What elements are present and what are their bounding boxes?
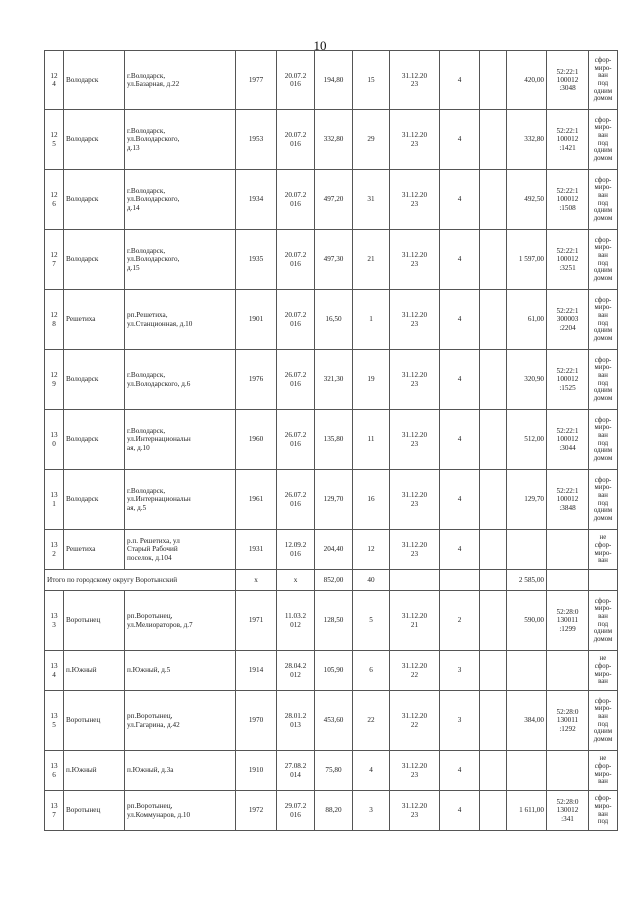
residents-cell: 1 <box>353 290 390 350</box>
settlement-cell: Володарск <box>64 110 125 170</box>
table-row <box>45 691 618 751</box>
year-built-cell: 1901 <box>236 290 277 350</box>
settlement-cell: Володарск <box>64 170 125 230</box>
settlement-cell: Володарск <box>64 51 125 110</box>
phase-cell: 4 <box>440 290 480 350</box>
sum-cell: 320,90 <box>507 350 547 410</box>
status-cell: сфор- миро- ван под <box>589 791 618 831</box>
table-row <box>45 530 618 570</box>
status-cell: не сфор- миро- ван <box>589 751 618 791</box>
table-row <box>45 110 618 170</box>
settlement-cell: Володарск <box>64 230 125 290</box>
sum-cell: 1 611,00 <box>507 791 547 831</box>
cadastral-number-cell: 52:28:0 130011 :1299 <box>547 591 589 651</box>
phase-cell: 4 <box>440 791 480 831</box>
address-cell: г.Володарск, ул.Володарского, д.14 <box>125 170 236 230</box>
table-row <box>45 290 618 350</box>
total-empty-cell <box>547 570 589 591</box>
housing-registry-table <box>44 50 618 831</box>
settlement-cell: Решетиха <box>64 290 125 350</box>
address-cell: рп.Воротынец, ул.Коммунаров, д.10 <box>125 791 236 831</box>
row-number: 12 5 <box>45 110 64 170</box>
settlement-cell: Воротынец <box>64 791 125 831</box>
row-number: 12 7 <box>45 230 64 290</box>
row-number: 13 3 <box>45 591 64 651</box>
area-cell: 321,30 <box>315 350 353 410</box>
extra-cell <box>480 350 507 410</box>
deadline-cell: 31.12.20 23 <box>390 290 440 350</box>
date-cell: 28.01.2 013 <box>277 691 315 751</box>
extra-cell <box>480 410 507 470</box>
date-cell: 26.07.2 016 <box>277 350 315 410</box>
row-number: 12 6 <box>45 170 64 230</box>
sum-cell: 129,70 <box>507 470 547 530</box>
address-cell: г.Володарск, ул.Интернациональн ая, д.10 <box>125 410 236 470</box>
date-cell: 29.07.2 016 <box>277 791 315 831</box>
address-cell: рп.Воротынец, ул.Мелиораторов, д.7 <box>125 591 236 651</box>
residents-cell: 29 <box>353 110 390 170</box>
area-cell: 204,40 <box>315 530 353 570</box>
status-cell: сфор- миро- ван под одним домом <box>589 170 618 230</box>
table-row <box>45 170 618 230</box>
residents-cell: 4 <box>353 751 390 791</box>
row-number: 13 2 <box>45 530 64 570</box>
sum-cell: 512,00 <box>507 410 547 470</box>
row-number: 12 8 <box>45 290 64 350</box>
phase-cell: 4 <box>440 350 480 410</box>
date-cell: 12.09.2 016 <box>277 530 315 570</box>
sum-cell: 384,00 <box>507 691 547 751</box>
date-cell: 26.07.2 016 <box>277 410 315 470</box>
residents-cell: 22 <box>353 691 390 751</box>
extra-cell <box>480 651 507 691</box>
date-cell: 20.07.2 016 <box>277 110 315 170</box>
year-built-cell: 1935 <box>236 230 277 290</box>
phase-cell: 4 <box>440 530 480 570</box>
area-cell: 105,90 <box>315 651 353 691</box>
address-cell: г.Володарск, ул.Володарского, д.6 <box>125 350 236 410</box>
row-number: 13 1 <box>45 470 64 530</box>
cadastral-number-cell: 52:28:0 130011 :1292 <box>547 691 589 751</box>
sum-cell: 590,00 <box>507 591 547 651</box>
extra-cell <box>480 530 507 570</box>
cadastral-number-cell: 52:22:1 100012 :3048 <box>547 51 589 110</box>
residents-cell: 21 <box>353 230 390 290</box>
settlement-cell: Решетиха <box>64 530 125 570</box>
status-cell: сфор- миро- ван под одним домом <box>589 290 618 350</box>
row-number: 12 9 <box>45 350 64 410</box>
deadline-cell: 31.12.20 22 <box>390 651 440 691</box>
residents-cell: 6 <box>353 651 390 691</box>
status-cell: сфор- миро- ван под одним домом <box>589 470 618 530</box>
table-row <box>45 470 618 530</box>
date-cell: 11.03.2 012 <box>277 591 315 651</box>
cadastral-number-cell <box>547 530 589 570</box>
cadastral-number-cell: 52:22:1 100012 :1525 <box>547 350 589 410</box>
cadastral-number-cell: 52:22:1 100012 :3848 <box>547 470 589 530</box>
area-cell: 497,30 <box>315 230 353 290</box>
phase-cell: 4 <box>440 470 480 530</box>
address-cell: рп.Воротынец, ул.Гагарина, д.42 <box>125 691 236 751</box>
status-cell: сфор- миро- ван под одним домом <box>589 51 618 110</box>
settlement-cell: Володарск <box>64 410 125 470</box>
total-area-cell: 852,00 <box>315 570 353 591</box>
phase-cell: 3 <box>440 691 480 751</box>
year-built-cell: 1910 <box>236 751 277 791</box>
extra-cell <box>480 591 507 651</box>
settlement-cell: Воротынец <box>64 591 125 651</box>
residents-cell: 5 <box>353 591 390 651</box>
address-cell: р.п. Решетиха, ул Старый Рабочий поселок, д.104 <box>125 530 236 570</box>
deadline-cell: 31.12.20 23 <box>390 410 440 470</box>
row-number: 13 0 <box>45 410 64 470</box>
date-cell: 27.08.2 014 <box>277 751 315 791</box>
settlement-cell: Володарск <box>64 350 125 410</box>
address-cell: п.Южный, д.3а <box>125 751 236 791</box>
status-cell: сфор- миро- ван под одним домом <box>589 691 618 751</box>
cadastral-number-cell: 52:22:1 300003 :2204 <box>547 290 589 350</box>
address-cell: г.Володарск, ул.Базарная, д.22 <box>125 51 236 110</box>
phase-cell: 4 <box>440 751 480 791</box>
table-row <box>45 350 618 410</box>
cadastral-number-cell <box>547 751 589 791</box>
address-cell: п.Южный, д.5 <box>125 651 236 691</box>
cadastral-number-cell <box>547 651 589 691</box>
year-built-cell: 1961 <box>236 470 277 530</box>
deadline-cell: 31.12.20 23 <box>390 51 440 110</box>
year-built-cell: 1970 <box>236 691 277 751</box>
year-built-cell: 1976 <box>236 350 277 410</box>
deadline-cell: 31.12.20 21 <box>390 591 440 651</box>
cadastral-number-cell: 52:22:1 100012 :3044 <box>547 410 589 470</box>
residents-cell: 19 <box>353 350 390 410</box>
deadline-cell: 31.12.20 22 <box>390 691 440 751</box>
date-cell: 20.07.2 016 <box>277 230 315 290</box>
year-built-cell: 1934 <box>236 170 277 230</box>
extra-cell <box>480 51 507 110</box>
deadline-cell: 31.12.20 23 <box>390 791 440 831</box>
phase-cell: 3 <box>440 651 480 691</box>
extra-cell <box>480 791 507 831</box>
area-cell: 497,20 <box>315 170 353 230</box>
residents-cell: 15 <box>353 51 390 110</box>
sum-cell: 332,80 <box>507 110 547 170</box>
row-number: 12 4 <box>45 51 64 110</box>
address-cell: рп.Решетиха, ул.Станционная, д.10 <box>125 290 236 350</box>
date-cell: 20.07.2 016 <box>277 51 315 110</box>
deadline-cell: 31.12.20 23 <box>390 230 440 290</box>
status-cell: не сфор- миро- ван <box>589 651 618 691</box>
deadline-cell: 31.12.20 23 <box>390 350 440 410</box>
extra-cell <box>480 470 507 530</box>
row-number: 13 7 <box>45 791 64 831</box>
residents-cell: 3 <box>353 791 390 831</box>
phase-cell: 4 <box>440 230 480 290</box>
area-cell: 88,20 <box>315 791 353 831</box>
deadline-cell: 31.12.20 23 <box>390 751 440 791</box>
residents-cell: 12 <box>353 530 390 570</box>
date-cell: 20.07.2 016 <box>277 170 315 230</box>
table-row <box>45 751 618 791</box>
table-row <box>45 651 618 691</box>
total-year-cell: х <box>236 570 277 591</box>
area-cell: 453,60 <box>315 691 353 751</box>
row-number: 13 5 <box>45 691 64 751</box>
total-empty-cell <box>480 570 507 591</box>
status-cell: сфор- миро- ван под одним домом <box>589 230 618 290</box>
cadastral-number-cell: 52:22:1 100012 :1421 <box>547 110 589 170</box>
sum-cell: 420,00 <box>507 51 547 110</box>
year-built-cell: 1977 <box>236 51 277 110</box>
year-built-cell: 1971 <box>236 591 277 651</box>
phase-cell: 2 <box>440 591 480 651</box>
residents-cell: 31 <box>353 170 390 230</box>
cadastral-number-cell: 52:22:1 100012 :3251 <box>547 230 589 290</box>
residents-cell: 16 <box>353 470 390 530</box>
year-built-cell: 1972 <box>236 791 277 831</box>
phase-cell: 4 <box>440 170 480 230</box>
settlement-cell: Володарск <box>64 470 125 530</box>
cadastral-number-cell: 52:28:0 130012 :341 <box>547 791 589 831</box>
sum-cell: 1 597,00 <box>507 230 547 290</box>
sum-cell: 61,00 <box>507 290 547 350</box>
date-cell: 26.07.2 016 <box>277 470 315 530</box>
deadline-cell: 31.12.20 23 <box>390 170 440 230</box>
year-built-cell: 1960 <box>236 410 277 470</box>
area-cell: 75,80 <box>315 751 353 791</box>
total-empty-cell <box>589 570 618 591</box>
total-sum-cell: 2 585,00 <box>507 570 547 591</box>
sum-cell: 492,50 <box>507 170 547 230</box>
year-built-cell: 1914 <box>236 651 277 691</box>
status-cell: сфор- миро- ван под одним домом <box>589 591 618 651</box>
extra-cell <box>480 290 507 350</box>
row-number: 13 4 <box>45 651 64 691</box>
area-cell: 135,80 <box>315 410 353 470</box>
area-cell: 128,50 <box>315 591 353 651</box>
status-cell: сфор- миро- ван под одним домом <box>589 410 618 470</box>
total-empty-cell <box>440 570 480 591</box>
settlement-cell: п.Южный <box>64 651 125 691</box>
phase-cell: 4 <box>440 51 480 110</box>
area-cell: 16,50 <box>315 290 353 350</box>
deadline-cell: 31.12.20 23 <box>390 470 440 530</box>
extra-cell <box>480 691 507 751</box>
settlement-cell: Воротынец <box>64 691 125 751</box>
total-label: Итого по городскому округу Воротынский <box>45 570 236 591</box>
table-row <box>45 410 618 470</box>
sum-cell <box>507 530 547 570</box>
address-cell: г.Володарск, ул.Интернациональн ая, д.5 <box>125 470 236 530</box>
area-cell: 332,80 <box>315 110 353 170</box>
year-built-cell: 1931 <box>236 530 277 570</box>
registry-body <box>45 51 618 831</box>
sum-cell <box>507 751 547 791</box>
page-number: 10 <box>313 38 327 53</box>
total-row <box>45 570 618 591</box>
date-cell: 28.04.2 012 <box>277 651 315 691</box>
sum-cell <box>507 651 547 691</box>
total-empty-cell <box>390 570 440 591</box>
area-cell: 129,70 <box>315 470 353 530</box>
date-cell: 20.07.2 016 <box>277 290 315 350</box>
total-date-cell: х <box>277 570 315 591</box>
address-cell: г.Володарск, ул.Володарского, д.15 <box>125 230 236 290</box>
settlement-cell: п.Южный <box>64 751 125 791</box>
extra-cell <box>480 751 507 791</box>
cadastral-number-cell: 52:22:1 100012 :1508 <box>547 170 589 230</box>
year-built-cell: 1953 <box>236 110 277 170</box>
area-cell: 194,80 <box>315 51 353 110</box>
table-row <box>45 230 618 290</box>
extra-cell <box>480 230 507 290</box>
total-residents-cell: 40 <box>353 570 390 591</box>
extra-cell <box>480 110 507 170</box>
table-row <box>45 791 618 831</box>
row-number: 13 6 <box>45 751 64 791</box>
deadline-cell: 31.12.20 23 <box>390 530 440 570</box>
phase-cell: 4 <box>440 410 480 470</box>
table-row <box>45 591 618 651</box>
status-cell: не сфор- миро- ван <box>589 530 618 570</box>
deadline-cell: 31.12.20 23 <box>390 110 440 170</box>
extra-cell <box>480 170 507 230</box>
phase-cell: 4 <box>440 110 480 170</box>
status-cell: сфор- миро- ван под одним домом <box>589 350 618 410</box>
address-cell: г.Володарск, ул.Володарского, д.13 <box>125 110 236 170</box>
table-row <box>45 51 618 110</box>
status-cell: сфор- миро- ван под одним домом <box>589 110 618 170</box>
residents-cell: 11 <box>353 410 390 470</box>
